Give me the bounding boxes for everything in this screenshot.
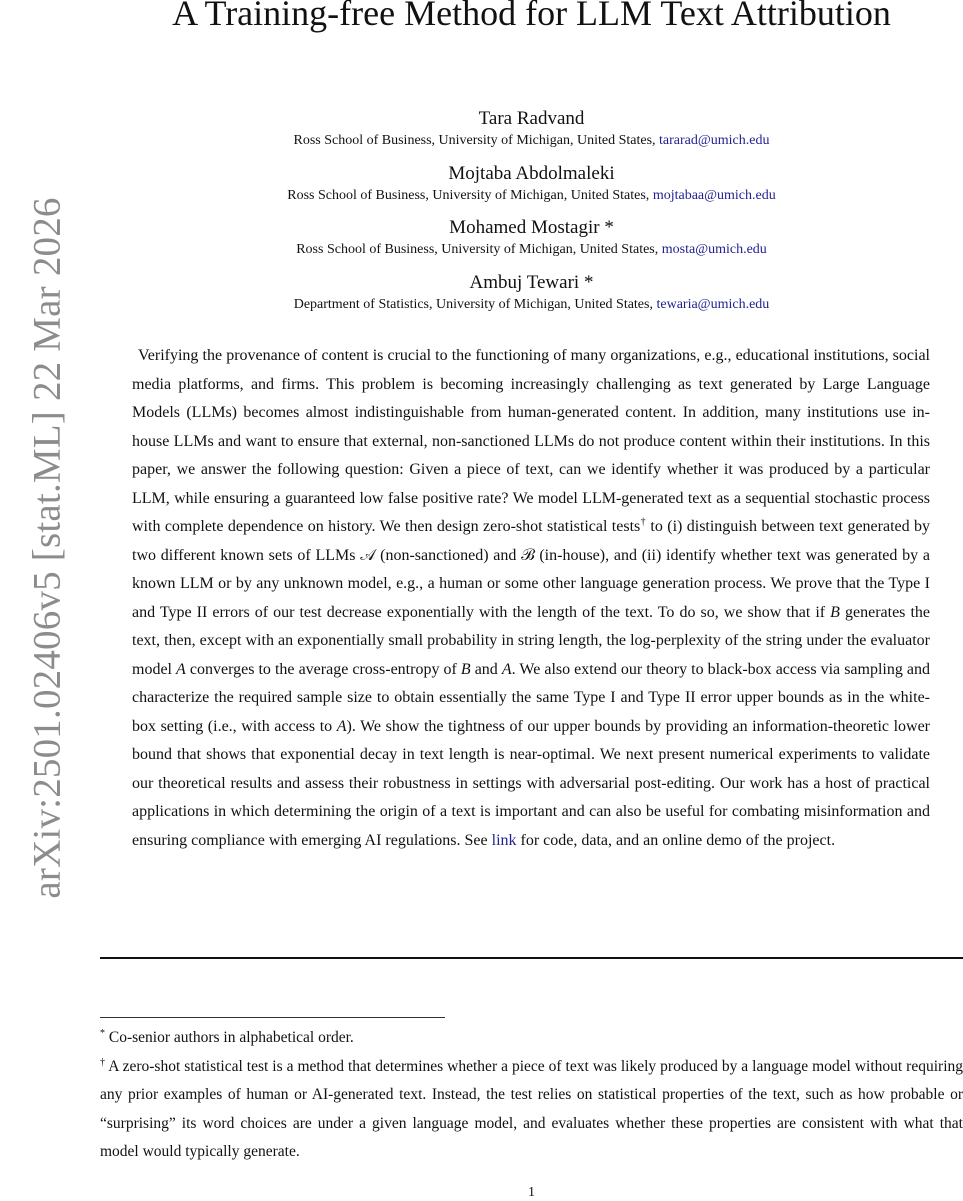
set-b-symbol: ℬ <box>521 546 535 564</box>
arxiv-identifier-stamp: arXiv:2501.02406v5 [stat.ML] 22 Mar 2026 <box>25 197 69 899</box>
author-email-link[interactable]: tewaria@umich.edu <box>656 296 770 312</box>
author-entry <box>100 161 963 216</box>
author-entry <box>100 270 963 325</box>
abstract-separator-rule <box>100 957 963 959</box>
author-email-link[interactable]: mojtabaa@umich.edu <box>652 187 776 203</box>
author-name: Mojtaba Abdolmaleki <box>448 162 615 184</box>
author-list <box>100 106 963 324</box>
author-name: Mohamed Mostagir * <box>449 217 614 238</box>
math-var-a: A <box>336 717 347 735</box>
author-email-link[interactable]: tararad@umich.edu <box>659 133 770 148</box>
footnotes-section <box>100 1024 963 1167</box>
math-var-b: B <box>460 660 471 678</box>
footnote-text: A zero-shot statistical test is a method that determines whether a piece of text was likely produced by a language model without requiring any prior examples of human or AI-generated text. Instead, the test relies on statistical properties of the text, such as how probable or “surprising” its word choices are under a given language model, and evaluates whether these properties are consistent with what that model would typically generate. <box>100 1057 963 1160</box>
author-affiliation-line <box>100 241 963 259</box>
abstract-paragraph: Verifying the provenance of content is crucial to the functioning of many organizations, e.g., educational institutions, social media platforms, and firms. This problem is becoming increasingly challenging as text generated by Large Language Models (LLMs) becomes almost indistinguishable from human-generated content. In addition, many institutions use in-house LLMs and want to ensure that external, non-sanctioned LLMs do not produce content within their institutions. In this paper, we answer the following question: Given a piece of text, can we identify whether it was produced by a particular LLM, while ensuring a guaranteed low false positive rate? We model LLM-generated text as a sequential stochastic process with complete dependence on history. We then design zero-shot statistical tests† to (i) distinguish between text generated by two different known sets of LLMs 𝒜 (non-sanctioned) and ℬ (in-house), and (ii) identify whether text was generated by a known LLM or by any unknown model, e.g., a human or some other language generation process. We prove that the Type I and Type II errors of our test decrease exponentially with the length of the text. To do so, we show that if B generates the text, then, except with an exponentially small probability in string length, the log-perplexity of the string under the evaluator model A converges to the average cross-entropy of B and A. We also extend our theory to black-box access via sampling and characterize the required sample size to obtain essentially the same Type I and Type II error upper bounds as in the white-box setting (i.e., with access to A). We show the tightness of our upper bounds by providing an information-theoretic lower bound that shows that exponential decay in text length is near-optimal. We next present numerical experiments to validate our theoretical results and assess their robustness in settings with adversarial post-editing. Our work has a host of practical applications in which determining the origin of a text is important and can also be useful for combating misinformation and ensuring compliance with emerging AI regulations. See link for code, data, and an online demo of the project. <box>132 347 931 849</box>
footnote-co-senior <box>100 1024 963 1053</box>
author-affiliation-line <box>100 296 963 314</box>
author-entry <box>100 215 963 270</box>
page-number: 1 <box>528 1185 535 1200</box>
math-var-a: A <box>176 660 186 678</box>
project-link[interactable]: link <box>491 831 517 849</box>
author-affiliation: Ross School of Business, University of Michigan, United States, <box>287 187 650 203</box>
footnote-separator-rule <box>100 1017 445 1018</box>
math-var-b: B <box>830 603 840 621</box>
footnote-mark: * <box>100 1027 105 1039</box>
footnote-marker-dagger[interactable]: † <box>640 516 647 528</box>
author-name: Tara Radvand <box>478 108 585 129</box>
author-affiliation-line <box>100 187 963 205</box>
author-affiliation: Department of Statistics, University of Michigan, United States, <box>293 296 653 312</box>
footnote-mark: † <box>100 1056 106 1068</box>
paper-title: A Training-free Method for LLM Text Attribution <box>172 0 891 33</box>
footnote-text: Co-senior authors in alphabetical order. <box>105 1029 354 1046</box>
math-var-a: A <box>501 660 512 678</box>
author-entry <box>100 106 963 161</box>
author-name: Ambuj Tewari * <box>469 271 594 293</box>
author-affiliation: Ross School of Business, University of Michigan, United States, <box>293 133 656 148</box>
footnote-zero-shot <box>100 1053 963 1167</box>
author-affiliation-line <box>100 132 963 150</box>
author-affiliation: Ross School of Business, University of Michigan, United States, <box>296 242 659 257</box>
author-email-link[interactable]: mosta@umich.edu <box>661 242 767 257</box>
set-a-symbol: 𝒜 <box>360 546 376 564</box>
